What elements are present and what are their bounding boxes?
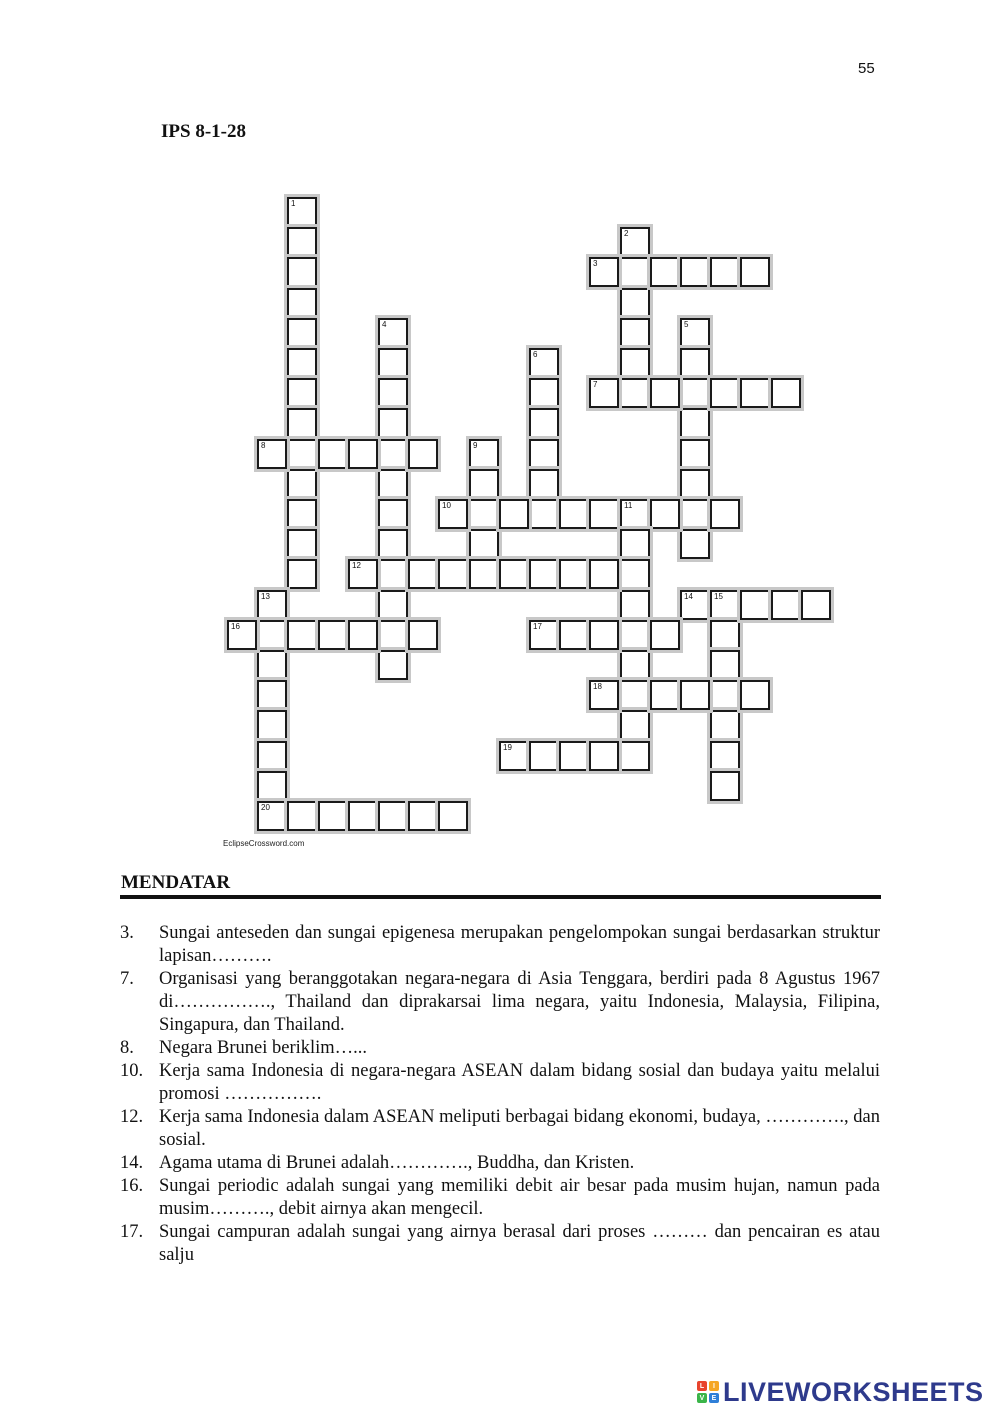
clue-item bbox=[120, 968, 880, 1037]
crossword-cell[interactable] bbox=[378, 408, 408, 438]
crossword-cell[interactable] bbox=[529, 559, 559, 589]
crossword-cell[interactable] bbox=[620, 348, 650, 378]
clue-item bbox=[120, 1221, 880, 1267]
cell-number: 2 bbox=[624, 229, 629, 238]
crossword-cell[interactable] bbox=[559, 741, 589, 771]
clue-text: Sungai periodic adalah sungai yang memiliki debit air besar pada musim hujan, namun pada musim………., debit airnya akan mengecil. bbox=[159, 1176, 880, 1219]
crossword-cell[interactable] bbox=[469, 559, 499, 589]
cell-number: 1 bbox=[291, 199, 296, 208]
crossword-cell[interactable] bbox=[499, 741, 529, 771]
crossword-cell[interactable] bbox=[710, 771, 740, 801]
crossword-cell[interactable] bbox=[740, 257, 770, 287]
crossword-cell[interactable] bbox=[620, 529, 650, 559]
crossword-cell[interactable] bbox=[469, 499, 499, 529]
crossword-cell[interactable] bbox=[469, 439, 499, 469]
crossword-cell[interactable] bbox=[650, 378, 680, 408]
cell-number: 19 bbox=[503, 743, 512, 752]
cell-number: 10 bbox=[442, 501, 451, 510]
crossword-cell[interactable] bbox=[529, 741, 559, 771]
clue-number: 8. bbox=[120, 1038, 134, 1058]
clue-text: Kerja sama Indonesia di negara-negara ASEAN dalam bidang sosial dan budaya yaitu melalui promosi ……………. bbox=[159, 1061, 880, 1104]
crossword-cell[interactable] bbox=[348, 559, 378, 589]
crossword-cell[interactable] bbox=[740, 590, 770, 620]
crossword-cell[interactable] bbox=[680, 318, 710, 348]
crossword-cell[interactable] bbox=[529, 348, 559, 378]
liveworksheets-icon bbox=[697, 1381, 719, 1403]
logo-letter-e: E bbox=[709, 1393, 719, 1403]
page-number: 55 bbox=[858, 60, 875, 77]
crossword-cell[interactable] bbox=[257, 680, 287, 710]
cell-number: 17 bbox=[533, 622, 542, 631]
clue-item bbox=[120, 1037, 880, 1060]
crossword-cell[interactable] bbox=[710, 710, 740, 740]
crossword-cell[interactable] bbox=[469, 469, 499, 499]
crossword-cell[interactable] bbox=[559, 499, 589, 529]
cell-number: 15 bbox=[714, 592, 723, 601]
crossword-cell[interactable] bbox=[620, 650, 650, 680]
crossword-cell[interactable] bbox=[257, 620, 287, 650]
clue-item bbox=[120, 1175, 880, 1221]
crossword-cell[interactable] bbox=[650, 257, 680, 287]
crossword-cell[interactable] bbox=[287, 801, 317, 831]
cell-number: 11 bbox=[624, 501, 633, 510]
crossword-cell[interactable] bbox=[408, 439, 438, 469]
crossword-cell[interactable] bbox=[378, 318, 408, 348]
crossword-cell[interactable] bbox=[620, 257, 650, 287]
crossword-cell[interactable] bbox=[378, 499, 408, 529]
crossword-cell[interactable] bbox=[257, 801, 287, 831]
crossword-cell[interactable] bbox=[680, 499, 710, 529]
clue-text: Organisasi yang beranggotakan negara-negara di Asia Tenggara, berdiri pada 8 Agustus 1967 di……………., Thailand dan diprakarsai lima negara, yaitu Indonesia, Malaysia, Filipina, Singapura, dan Thailand. bbox=[159, 969, 880, 1035]
clue-number: 10. bbox=[120, 1061, 144, 1081]
crossword-cell[interactable] bbox=[438, 559, 468, 589]
cell-number: 6 bbox=[533, 350, 538, 359]
crossword-cell[interactable] bbox=[680, 408, 710, 438]
liveworksheets-wordmark: LIVEWORKSHEETS bbox=[723, 1376, 984, 1407]
document-code: IPS 8-1-28 bbox=[161, 121, 246, 142]
clue-text: Kerja sama Indonesia dalam ASEAN meliputi berbagai bidang ekonomi, budaya, …………., dan sosial. bbox=[159, 1107, 880, 1150]
crossword-cell[interactable] bbox=[318, 620, 348, 650]
crossword-cell[interactable] bbox=[348, 620, 378, 650]
crossword-cell[interactable] bbox=[438, 499, 468, 529]
clue-text: Negara Brunei beriklim…... bbox=[159, 1038, 368, 1058]
crossword-cell[interactable] bbox=[710, 499, 740, 529]
crossword-cell[interactable] bbox=[620, 710, 650, 740]
crossword-cell[interactable] bbox=[499, 499, 529, 529]
logo-letter-v: V bbox=[697, 1393, 707, 1403]
crossword-cell[interactable] bbox=[680, 590, 710, 620]
crossword-cell[interactable] bbox=[529, 378, 559, 408]
clue-item bbox=[120, 922, 880, 968]
crossword-cell[interactable] bbox=[529, 439, 559, 469]
crossword-cell[interactable] bbox=[287, 257, 317, 287]
cell-number: 14 bbox=[684, 592, 693, 601]
crossword-cell[interactable] bbox=[378, 620, 408, 650]
crossword-cell[interactable] bbox=[378, 650, 408, 680]
crossword-cell[interactable] bbox=[408, 559, 438, 589]
crossword-cell[interactable] bbox=[710, 680, 740, 710]
crossword-cell[interactable] bbox=[438, 801, 468, 831]
cell-number: 5 bbox=[684, 320, 689, 329]
crossword-cell[interactable] bbox=[650, 499, 680, 529]
crossword-cell[interactable] bbox=[469, 529, 499, 559]
crossword-cell[interactable] bbox=[287, 227, 317, 257]
crossword-cell[interactable] bbox=[559, 620, 589, 650]
crossword-cell[interactable] bbox=[620, 680, 650, 710]
crossword-cell[interactable] bbox=[589, 499, 619, 529]
crossword-cell[interactable] bbox=[287, 318, 317, 348]
crossword-cell[interactable] bbox=[620, 288, 650, 318]
crossword-cell[interactable] bbox=[529, 469, 559, 499]
crossword-cell[interactable] bbox=[287, 469, 317, 499]
clue-number: 7. bbox=[120, 969, 134, 989]
crossword-cell[interactable] bbox=[287, 348, 317, 378]
crossword-cell[interactable] bbox=[348, 439, 378, 469]
crossword-cell[interactable] bbox=[287, 499, 317, 529]
crossword-cell[interactable] bbox=[529, 408, 559, 438]
crossword-cell[interactable] bbox=[559, 559, 589, 589]
clue-list bbox=[120, 922, 880, 1267]
crossword-cell[interactable] bbox=[620, 378, 650, 408]
crossword-cell[interactable] bbox=[710, 620, 740, 650]
crossword-cell[interactable] bbox=[378, 378, 408, 408]
crossword-cell[interactable] bbox=[710, 590, 740, 620]
crossword-cell[interactable] bbox=[680, 439, 710, 469]
crossword-cell[interactable] bbox=[408, 801, 438, 831]
cell-number: 20 bbox=[261, 803, 270, 812]
crossword-cell[interactable] bbox=[771, 590, 801, 620]
cell-number: 8 bbox=[261, 441, 266, 450]
crossword-cell[interactable] bbox=[287, 529, 317, 559]
clue-item bbox=[120, 1060, 880, 1106]
crossword-cell[interactable] bbox=[378, 559, 408, 589]
clue-item bbox=[120, 1152, 880, 1175]
crossword-cell[interactable] bbox=[408, 620, 438, 650]
crossword-cell[interactable] bbox=[680, 469, 710, 499]
cell-number: 7 bbox=[593, 380, 598, 389]
heading-rule bbox=[120, 895, 881, 899]
crossword-cell[interactable] bbox=[378, 439, 408, 469]
crossword-cell[interactable] bbox=[710, 650, 740, 680]
crossword-cell[interactable] bbox=[801, 590, 831, 620]
cell-number: 3 bbox=[593, 259, 598, 268]
crossword-cell[interactable] bbox=[680, 680, 710, 710]
crossword-cell[interactable] bbox=[589, 378, 619, 408]
crossword-cell[interactable] bbox=[287, 620, 317, 650]
cell-number: 13 bbox=[261, 592, 270, 601]
crossword-cell[interactable] bbox=[680, 378, 710, 408]
crossword-cell[interactable] bbox=[589, 620, 619, 650]
crossword-cell[interactable] bbox=[378, 348, 408, 378]
crossword-cell[interactable] bbox=[257, 439, 287, 469]
crossword-cell[interactable] bbox=[740, 680, 770, 710]
crossword-cell[interactable] bbox=[620, 620, 650, 650]
crossword-cell[interactable] bbox=[287, 439, 317, 469]
crossword-cell[interactable] bbox=[710, 741, 740, 771]
crossword-cell[interactable] bbox=[680, 529, 710, 559]
clue-number: 17. bbox=[120, 1222, 144, 1242]
crossword-cell[interactable] bbox=[378, 801, 408, 831]
crossword-cell[interactable] bbox=[710, 378, 740, 408]
clue-text: Sungai campuran adalah sungai yang airnya berasal dari proses ……… dan pencairan es atau salju bbox=[159, 1222, 880, 1265]
clue-number: 12. bbox=[120, 1107, 144, 1127]
crossword-cell[interactable] bbox=[257, 710, 287, 740]
crossword-cell[interactable] bbox=[287, 408, 317, 438]
clue-number: 16. bbox=[120, 1176, 144, 1196]
logo-letter-i: I bbox=[709, 1381, 719, 1391]
cell-number: 18 bbox=[593, 682, 602, 691]
crossword-cell[interactable] bbox=[318, 801, 348, 831]
crossword-cell[interactable] bbox=[287, 559, 317, 589]
crossword-cell[interactable] bbox=[499, 559, 529, 589]
clue-text: Sungai anteseden dan sungai epigenesa merupakan pengelompokan sungai berdasarkan struktur lapisan………. bbox=[159, 923, 880, 966]
crossword-cell[interactable] bbox=[318, 439, 348, 469]
crossword-cell[interactable] bbox=[680, 257, 710, 287]
crossword-cell[interactable] bbox=[529, 620, 559, 650]
crossword-cell[interactable] bbox=[620, 318, 650, 348]
crossword-cell[interactable] bbox=[771, 378, 801, 408]
crossword-cell[interactable] bbox=[257, 771, 287, 801]
crossword-cell[interactable] bbox=[620, 559, 650, 589]
crossword-cell[interactable] bbox=[348, 801, 378, 831]
crossword-cell[interactable] bbox=[740, 378, 770, 408]
crossword-cell[interactable] bbox=[257, 650, 287, 680]
crossword-cell[interactable] bbox=[620, 741, 650, 771]
logo-letter-l: L bbox=[697, 1381, 707, 1391]
crossword-cell[interactable] bbox=[378, 590, 408, 620]
crossword-cell[interactable] bbox=[680, 348, 710, 378]
crossword-cell[interactable] bbox=[378, 529, 408, 559]
crossword-cell[interactable] bbox=[257, 741, 287, 771]
crossword-cell[interactable] bbox=[529, 499, 559, 529]
crossword-cell[interactable] bbox=[589, 741, 619, 771]
clue-item bbox=[120, 1106, 880, 1152]
crossword-attribution: EclipseCrossword.com bbox=[223, 839, 305, 848]
crossword-cell[interactable] bbox=[650, 680, 680, 710]
crossword-cell[interactable] bbox=[710, 257, 740, 287]
cell-number: 9 bbox=[473, 441, 478, 450]
clue-number: 14. bbox=[120, 1153, 144, 1173]
crossword-cell[interactable] bbox=[589, 559, 619, 589]
crossword-cell[interactable] bbox=[650, 620, 680, 650]
crossword-cell[interactable] bbox=[227, 620, 257, 650]
section-heading-mendatar: MENDATAR bbox=[121, 872, 231, 893]
liveworksheets-logo bbox=[697, 1376, 984, 1408]
crossword-cell[interactable] bbox=[287, 288, 317, 318]
cell-number: 12 bbox=[352, 561, 361, 570]
cell-number: 16 bbox=[231, 622, 240, 631]
cell-number: 4 bbox=[382, 320, 387, 329]
crossword-cell[interactable] bbox=[589, 257, 619, 287]
crossword-cell[interactable] bbox=[620, 590, 650, 620]
crossword-cell[interactable] bbox=[287, 378, 317, 408]
crossword-cell[interactable] bbox=[620, 227, 650, 257]
clue-text: Agama utama di Brunei adalah…………., Buddha, dan Kristen. bbox=[159, 1153, 635, 1173]
crossword-cell[interactable] bbox=[589, 680, 619, 710]
crossword-cell[interactable] bbox=[620, 499, 650, 529]
crossword-cell[interactable] bbox=[257, 590, 287, 620]
clue-number: 3. bbox=[120, 923, 134, 943]
crossword-cell[interactable] bbox=[287, 197, 317, 227]
crossword-cell[interactable] bbox=[378, 469, 408, 499]
